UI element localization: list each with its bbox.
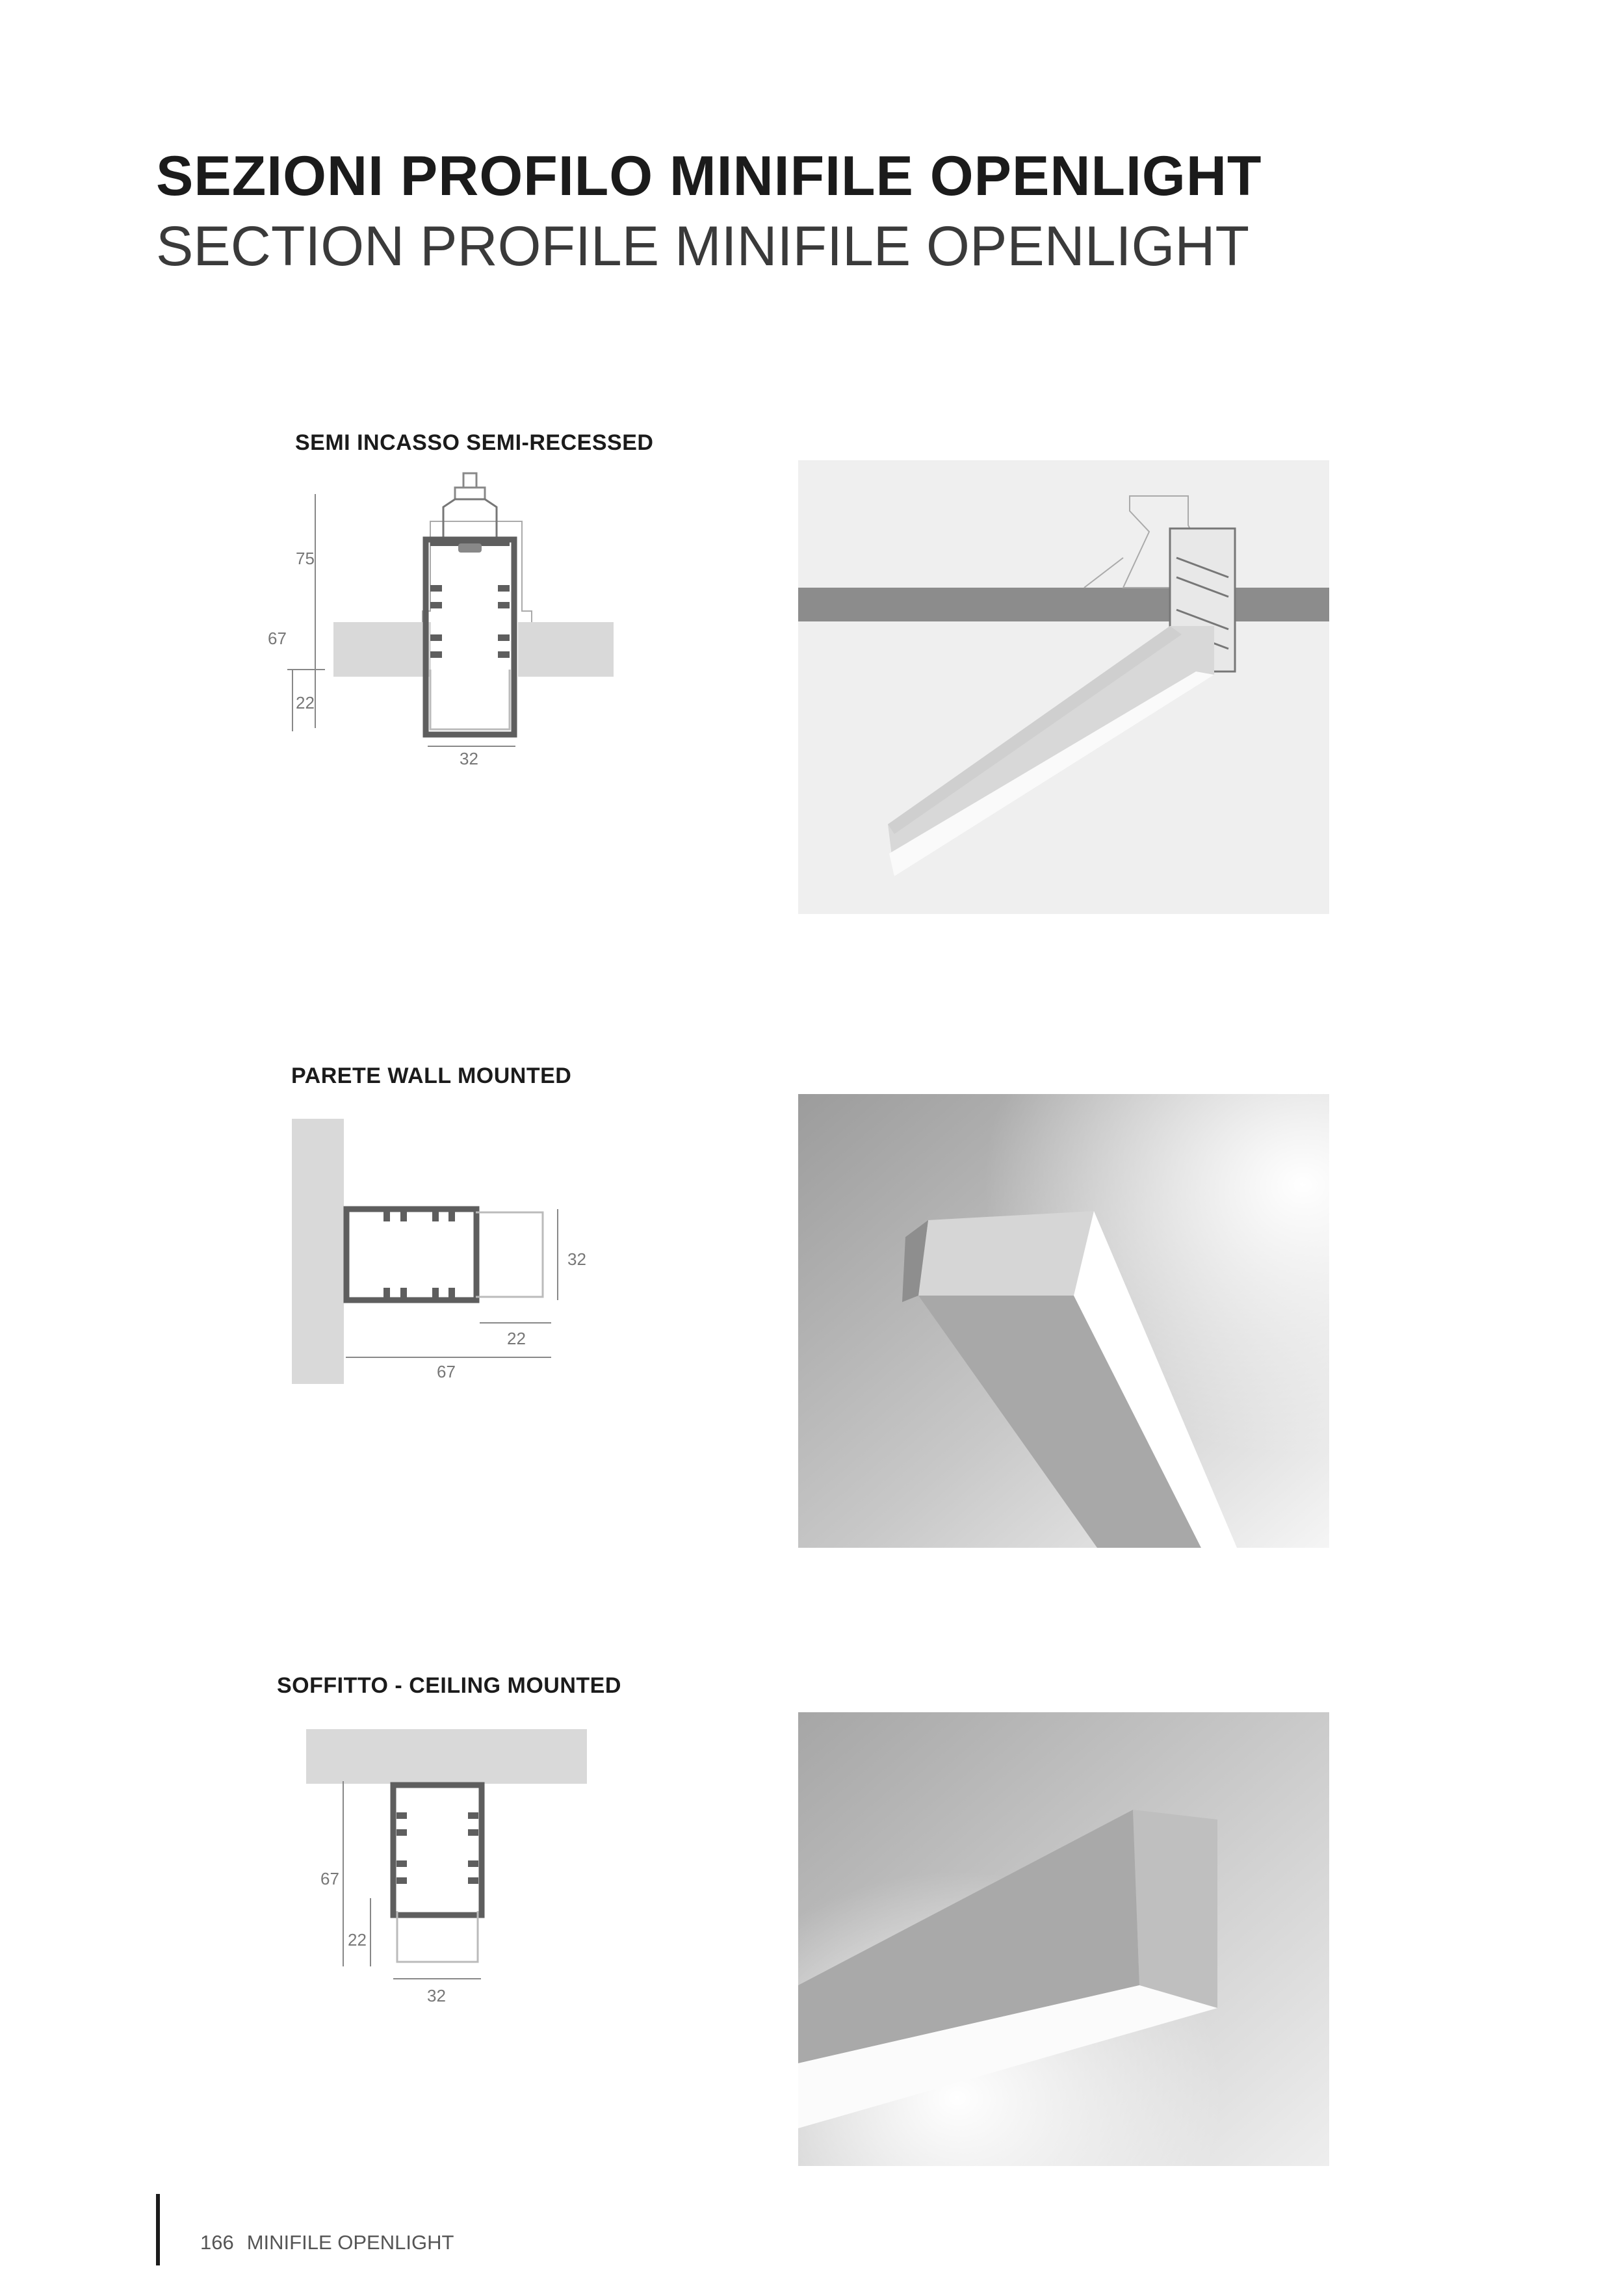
dim-height-total: 75	[296, 549, 315, 568]
profile-ribs	[383, 1211, 455, 1298]
profile-body	[393, 1785, 482, 1915]
wall-mounted-render-image	[798, 1094, 1329, 1548]
dim-depth-total: 67	[437, 1362, 456, 1381]
dim-height-lower: 22	[296, 693, 315, 712]
wall-mounted-section-drawing	[286, 1105, 624, 1398]
led-module	[458, 543, 482, 553]
dim-height-lower: 22	[348, 1930, 367, 1950]
ceiling-cut	[798, 588, 1329, 621]
wall	[292, 1119, 344, 1384]
ceiling-mounted-section-drawing	[286, 1716, 624, 2041]
section-label-semi-recessed: SEMI INCASSO SEMI-RECESSED	[295, 430, 654, 455]
profile-ribs	[430, 585, 510, 658]
section-label-ceiling-mounted: SOFFITTO - CEILING MOUNTED	[277, 1673, 621, 1698]
section-label-wall-mounted: PARETE WALL MOUNTED	[291, 1063, 572, 1088]
bracket-top	[455, 488, 485, 499]
ceiling-slab-right	[518, 622, 614, 677]
footer	[200, 2231, 467, 2254]
dim-width: 32	[460, 749, 478, 768]
profile-ribs	[396, 1812, 478, 1884]
semi-recessed-section-drawing	[260, 455, 624, 780]
page-number: 166	[200, 2231, 234, 2254]
bracket-screw	[463, 473, 476, 488]
ceiling-mounted-render-image	[798, 1712, 1329, 2166]
diffuser	[476, 1212, 543, 1297]
dim-width: 32	[427, 1986, 446, 2005]
footer-bar	[156, 2194, 160, 2265]
page-subtitle: SECTION PROFILE MINIFILE OPENLIGHT	[156, 215, 1250, 278]
dim-depth-lower: 22	[507, 1329, 526, 1348]
profile-body	[346, 1209, 476, 1300]
diffuser	[397, 1911, 478, 1962]
semi-recessed-render-image	[798, 460, 1329, 914]
diffuser	[430, 670, 510, 729]
dim-height-body: 67	[268, 629, 287, 648]
ceiling	[306, 1729, 587, 1784]
page-title: SEZIONI PROFILO MINIFILE OPENLIGHT	[156, 145, 1262, 207]
bracket-body	[443, 499, 497, 540]
dim-width: 32	[567, 1249, 586, 1269]
dim-height-total: 67	[320, 1869, 339, 1888]
ceiling-slab-left	[333, 622, 431, 677]
footer-product: MINIFILE OPENLIGHT	[246, 2231, 454, 2254]
